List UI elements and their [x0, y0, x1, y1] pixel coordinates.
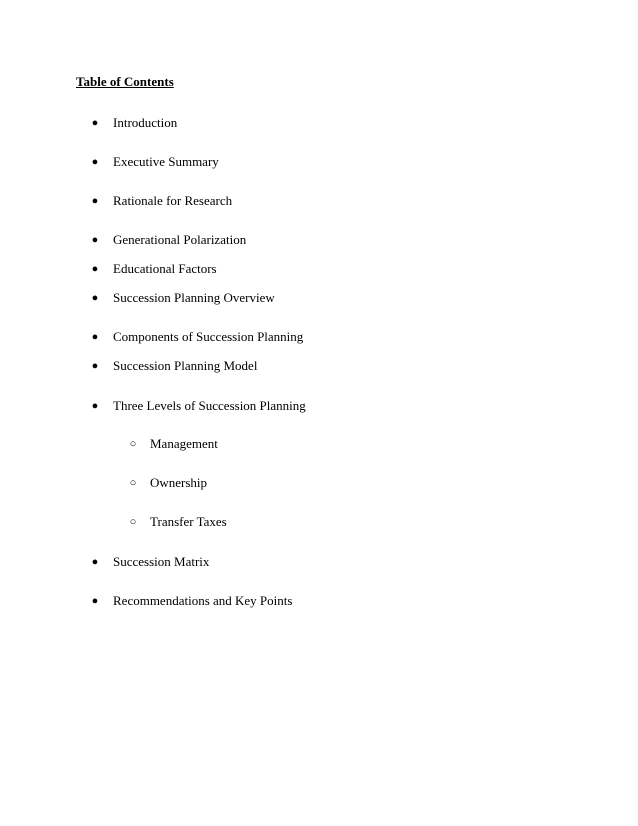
hollow-bullet-icon: ○ — [129, 477, 137, 489]
bullet-icon: ● — [91, 292, 99, 304]
toc-item-label: Educational Factors — [113, 261, 217, 276]
toc-item-label: Components of Succession Planning — [113, 329, 304, 344]
bullet-icon: ● — [91, 331, 99, 343]
toc-item-label: Executive Summary — [113, 154, 219, 169]
bullet-icon: ● — [91, 263, 99, 275]
toc-item-label: Three Levels of Succession Planning — [113, 398, 306, 413]
toc-item-label: Succession Matrix — [113, 554, 210, 569]
bullet-icon: ● — [91, 595, 99, 607]
bullet-icon: ● — [91, 195, 99, 207]
bullet-icon: ● — [91, 156, 99, 168]
toc-title: Table of Contents — [76, 74, 174, 89]
toc-item-label: Rationale for Research — [113, 193, 233, 208]
hollow-bullet-icon: ○ — [129, 438, 137, 450]
toc-item-label: Succession Planning Overview — [113, 290, 275, 305]
bullet-icon: ● — [91, 400, 99, 412]
toc-item-label: Introduction — [113, 115, 178, 130]
toc-item-label: Recommendations and Key Points — [113, 593, 293, 608]
toc-item-label: Ownership — [150, 475, 208, 490]
hollow-bullet-icon: ○ — [129, 516, 137, 528]
toc-item-label: Generational Polarization — [113, 232, 247, 247]
toc-item-label: Transfer Taxes — [150, 514, 227, 529]
bullet-icon: ● — [91, 234, 99, 246]
bullet-icon: ● — [91, 556, 99, 568]
toc-item-label: Management — [150, 436, 218, 451]
bullet-icon: ● — [91, 360, 99, 372]
toc-item-label: Succession Planning Model — [113, 358, 258, 373]
bullet-icon: ● — [91, 117, 99, 129]
